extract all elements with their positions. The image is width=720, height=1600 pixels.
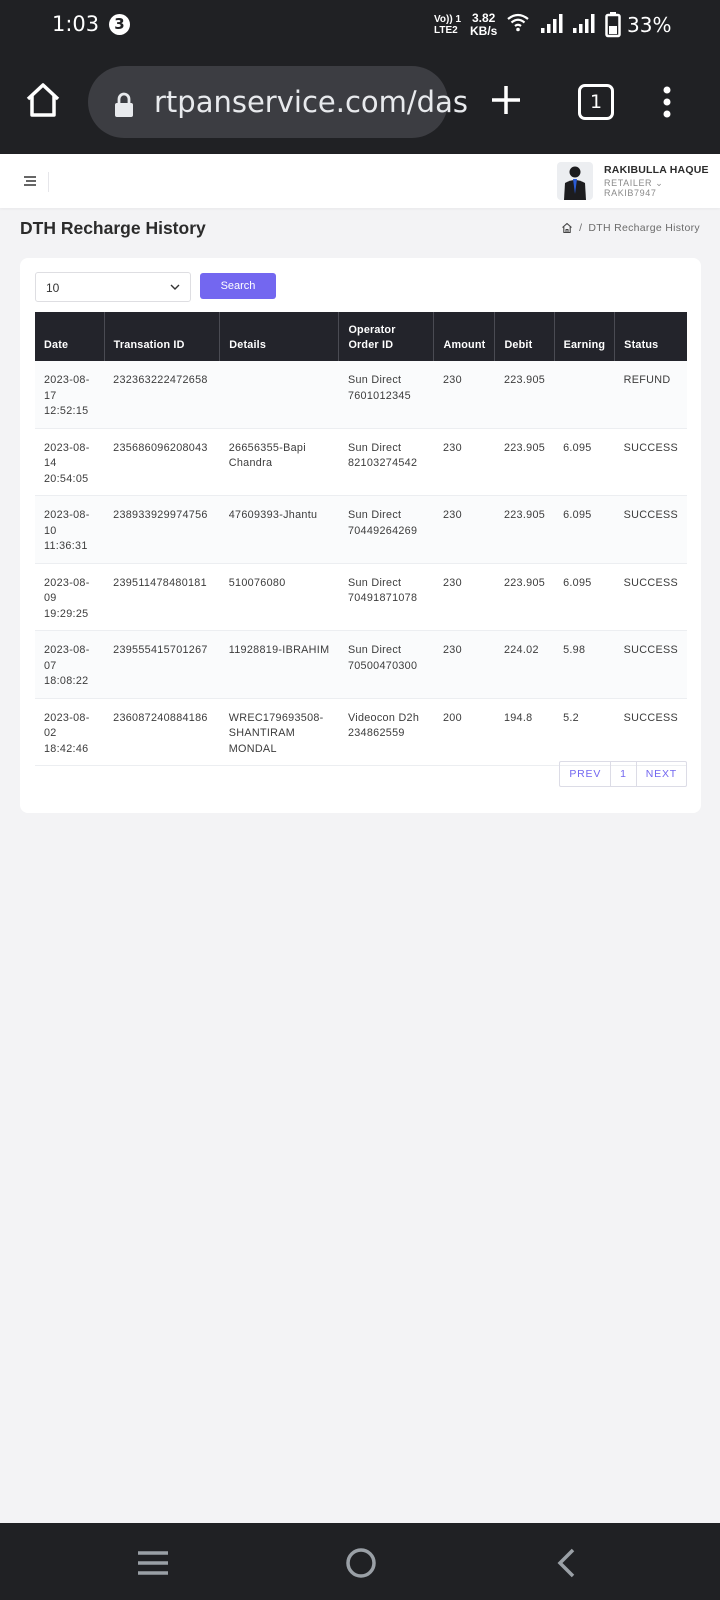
speed-unit: KB/s (470, 24, 498, 38)
page-size-value: 10 (46, 281, 60, 295)
cell-details: 47609393-Jhantu (228, 509, 318, 521)
pagination (559, 761, 687, 787)
network-speed (470, 12, 497, 38)
cell-transaction-id: 239511478480181 (113, 576, 207, 589)
cell-transaction-id: 235686096208043 (113, 441, 208, 454)
back-icon[interactable] (555, 1547, 577, 1579)
table-row (35, 428, 687, 496)
table-row (35, 631, 687, 699)
cell-earning: 6.095 (563, 576, 592, 589)
cell-debit: 224.02 (503, 644, 539, 656)
table-row (35, 563, 687, 631)
page-title: DTH Recharge History (20, 218, 206, 238)
page-number-button[interactable]: 1 (610, 762, 637, 786)
cell-amount: 200 (442, 711, 462, 724)
cell-amount: 230 (442, 576, 462, 589)
cell-operator-order-id: Videocon D2h 234862559 (347, 711, 420, 739)
breadcrumb-separator: / (579, 222, 583, 234)
cell-operator-order-id: Sun Direct 82103274542 (347, 441, 418, 469)
cell-details (220, 361, 339, 428)
column-header-date[interactable]: Date (35, 312, 104, 361)
cell-earning: 5.2 (563, 711, 579, 724)
menu-toggle-icon[interactable] (23, 176, 37, 186)
network-volte-label: Vo)) 1 (434, 14, 462, 25)
cell-transaction-id: 239555415701267 (113, 644, 208, 656)
column-header-earning[interactable]: Earning (554, 312, 615, 361)
browser-toolbar (0, 52, 720, 154)
cell-operator-order-id: Sun Direct 70449264269 (347, 509, 418, 537)
cell-status: REFUND (623, 374, 671, 386)
address-bar[interactable] (88, 66, 468, 138)
column-header-operator-order-id[interactable]: Operator Order ID (339, 312, 434, 361)
cell-date: 2023-08-10 11:36:31 (44, 509, 90, 552)
cell-date: 2023-08-14 20:54:05 (44, 441, 90, 485)
table-row (35, 698, 687, 766)
cell-status: SUCCESS (623, 576, 678, 589)
cell-earning: 6.095 (563, 441, 592, 454)
column-header-amount[interactable]: Amount (434, 312, 495, 361)
network-type (434, 14, 461, 36)
recent-apps-icon[interactable] (136, 1550, 170, 1576)
column-header-transaction-id[interactable]: Transation ID (104, 312, 220, 361)
next-page-button[interactable]: NEXT (645, 768, 677, 780)
cell-debit: 194.8 (503, 711, 533, 724)
cell-date: 2023-08-09 19:29:25 (44, 576, 90, 620)
chevron-down-icon (170, 284, 180, 290)
user-name[interactable]: RAKIBULLA HAQUE (604, 164, 709, 176)
cell-debit: 223.905 (503, 576, 546, 589)
cell-status: SUCCESS (623, 711, 678, 724)
table-header-row (35, 312, 687, 361)
home-icon[interactable] (24, 82, 62, 118)
cell-date: 2023-08-17 12:52:15 (44, 374, 90, 417)
cell-date: 2023-08-02 18:42:46 (44, 711, 90, 755)
network-lte-label: LTE2 (434, 25, 458, 36)
cell-amount: 230 (442, 644, 462, 656)
cell-earning (554, 361, 615, 428)
column-header-status[interactable]: Status (624, 339, 659, 351)
more-options-icon[interactable] (662, 86, 672, 118)
tab-switcher-button[interactable]: 1 (578, 84, 614, 120)
history-card (20, 258, 701, 813)
user-id: RAKIB7947 (604, 188, 657, 198)
home-icon[interactable] (561, 222, 573, 234)
cell-details: 26656355-Bapi Chandra (228, 441, 306, 469)
cell-amount: 230 (442, 509, 462, 521)
cell-transaction-id: 238933929974756 (113, 509, 208, 521)
cell-amount: 230 (442, 374, 462, 386)
recharge-history-table (35, 312, 687, 766)
cell-debit: 223.905 (503, 509, 546, 521)
battery-percent: 33% (627, 13, 672, 37)
new-tab-icon[interactable] (490, 84, 522, 116)
cell-earning: 6.095 (563, 509, 592, 521)
app-header (0, 154, 720, 208)
column-header-details[interactable]: Details (220, 312, 339, 361)
cell-transaction-id: 236087240884186 (113, 711, 208, 724)
cell-earning: 5.98 (563, 644, 586, 656)
notification-count-badge: 3 (109, 14, 130, 35)
battery-icon (605, 12, 621, 38)
url-text[interactable]: rtpanservice.com/das (154, 85, 468, 119)
cell-status: SUCCESS (623, 509, 678, 521)
user-role-dropdown[interactable]: RETAILER ⌄ (604, 178, 664, 188)
cell-operator-order-id: Sun Direct 70500470300 (347, 644, 418, 672)
cell-status: SUCCESS (623, 644, 678, 656)
system-navigation-bar (0, 1523, 720, 1600)
cell-debit: 223.905 (503, 374, 546, 386)
signal-strength-icon (540, 14, 564, 34)
cell-details: 510076080 (228, 576, 286, 589)
header-divider (48, 172, 49, 192)
cell-amount: 230 (442, 441, 462, 454)
cell-details: 11928819-IBRAHIM (228, 644, 330, 656)
search-button[interactable]: Search (200, 273, 276, 299)
cell-status: SUCCESS (623, 441, 678, 454)
table-row (35, 496, 687, 564)
column-header-debit[interactable]: Debit (495, 312, 554, 361)
cell-operator-order-id: Sun Direct 70491871078 (347, 576, 418, 604)
signal-strength-icon (572, 14, 596, 34)
table-row (35, 361, 687, 428)
home-circle-icon[interactable] (345, 1547, 377, 1579)
lock-icon (114, 92, 134, 118)
breadcrumb (561, 222, 700, 234)
cell-date: 2023-08-07 18:08:22 (44, 644, 90, 687)
speed-value: 3.82 (471, 11, 496, 25)
cell-operator-order-id: Sun Direct 7601012345 (347, 374, 411, 402)
breadcrumb-current: DTH Recharge History (588, 222, 700, 234)
user-avatar-icon (557, 162, 593, 200)
cell-transaction-id: 232363222472658 (113, 374, 208, 386)
cell-details: WREC179693508-SHANTIRAM MONDAL (228, 711, 324, 755)
status-bar (0, 0, 720, 52)
avatar[interactable] (557, 162, 593, 200)
prev-page-button[interactable]: PREV (569, 768, 602, 780)
wifi-icon (506, 13, 530, 33)
cell-debit: 223.905 (503, 441, 546, 454)
status-time: 1:03 (52, 12, 100, 36)
page-size-select[interactable] (35, 272, 191, 302)
